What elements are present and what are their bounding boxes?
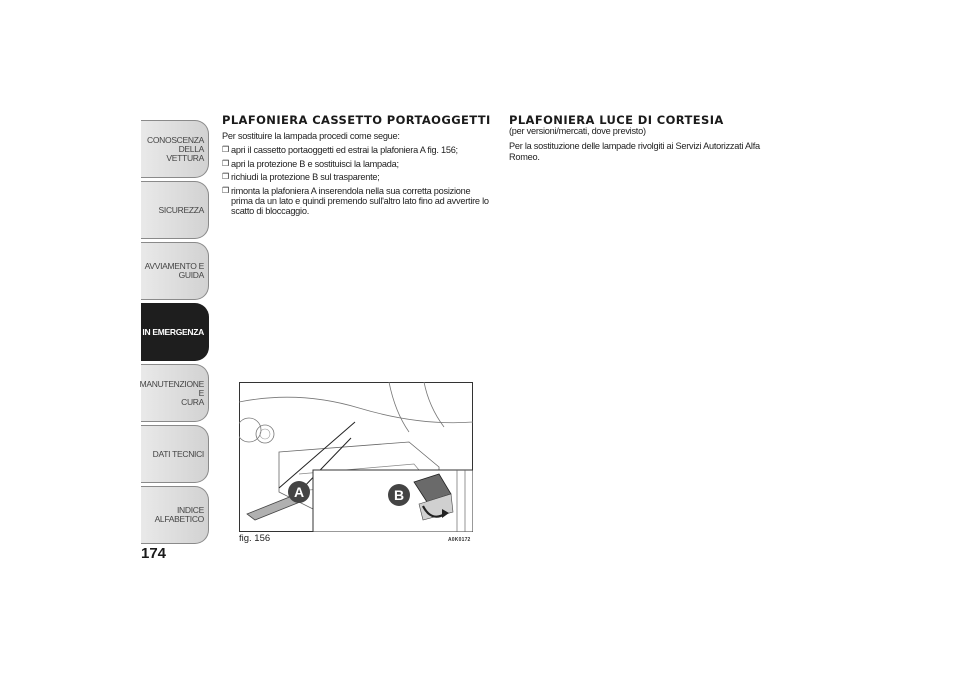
- tab-indice-alfabetico[interactable]: INDICE ALFABETICO: [141, 486, 209, 544]
- callout-a-label: A: [293, 484, 305, 500]
- tab-in-emergenza[interactable]: IN EMERGENZA: [141, 303, 209, 361]
- checkbox-bullet-icon: ❒: [222, 185, 229, 195]
- tab-avviamento-e-guida[interactable]: AVVIAMENTO E GUIDA: [141, 242, 209, 300]
- tab-conoscenza-della-vettura[interactable]: CONOSCENZA DELLA VETTURA: [141, 120, 209, 178]
- glovebox-illustration: [239, 382, 473, 532]
- checkbox-bullet-icon: ❒: [222, 172, 229, 182]
- section-text: Per la sostituzione delle lampade rivolgiti ai Servizi Autorizzati Alfa Romeo.: [509, 141, 760, 162]
- section-title-cortesia: PLAFONIERA LUCE DI CORTESIA: [509, 113, 724, 127]
- right-column: [509, 115, 779, 162]
- steps-list: [222, 145, 492, 216]
- list-item: ❒ rimonta la plafoniera A inserendola nella sua corretta posizione prima da un lato e quindi premendo sull'altro lato fino ad avvertire lo scatto di bloccaggio.: [222, 185, 489, 217]
- tab-manutenzione-e-cura[interactable]: MANUTENZIONE E CURA: [141, 364, 209, 422]
- left-column: [222, 115, 492, 220]
- intro-text: Per sostituire la lampada procedi come segue:: [222, 131, 400, 141]
- section-title-cassetto: PLAFONIERA CASSETTO PORTAOGGETTI: [222, 113, 491, 127]
- list-item: ❒ apri la protezione B e sostituisci la lampada;: [222, 158, 399, 169]
- checkbox-bullet-icon: ❒: [222, 158, 229, 168]
- tab-dati-tecnici[interactable]: DATI TECNICI: [141, 425, 209, 483]
- figure-caption: fig. 156: [239, 533, 271, 544]
- tab-sicurezza[interactable]: SICUREZZA: [141, 181, 209, 239]
- callout-b-label: B: [393, 487, 405, 503]
- figure-code: A0K0172: [448, 537, 471, 543]
- list-item: ❒ apri il cassetto portaoggetti ed estrai la plafoniera A fig. 156;: [222, 145, 458, 156]
- section-subtitle: (per versioni/mercati, dove previsto): [509, 126, 646, 136]
- checkbox-bullet-icon: ❒: [222, 145, 229, 155]
- page-number: 174: [141, 545, 167, 562]
- figure-156: [239, 382, 473, 532]
- list-item: ❒ richiudi la protezione B sul trasparente;: [222, 172, 380, 183]
